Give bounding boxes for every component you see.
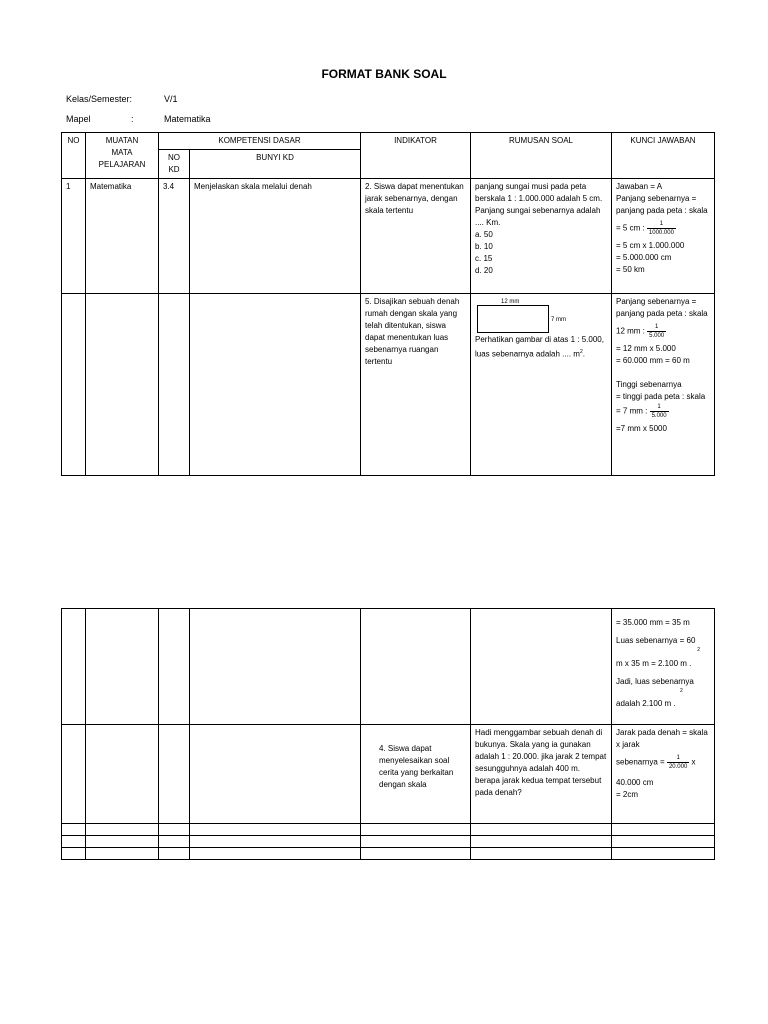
table-row — [62, 836, 715, 848]
page-title: FORMAT BANK SOAL — [321, 67, 447, 81]
row4-kunci: Jarak pada denah = skala x jarak sebenarnya = $\frac{1}{20.000}$ x 40.000 cm = 2cm — [612, 725, 715, 824]
row4-indikator: 4. Siswa dapat menyelesaikan soal cerita yang berkaitan dengan skala — [361, 725, 471, 824]
row1-soal: panjang sungai musi pada peta berskala 1 : 1.000.000 adalah 5 cm. Panjang sungai sebenarnya adalah .... Km. a. 50 b. 10 c. 15 d. 20 — [471, 179, 612, 294]
mapel-value: Matematika — [164, 114, 211, 124]
header-no-kd: NO KD — [159, 150, 190, 179]
row1-indikator: 2. Siswa dapat menentukan jarak sebenarnya, dengan skala tertentu — [361, 179, 471, 294]
table-row — [62, 824, 715, 836]
header-rumusan: RUMUSAN SOAL — [471, 133, 612, 179]
fraction: $\frac{1}{1000.000}$ — [648, 221, 674, 236]
header-kunci: KUNCI JAWABAN — [612, 133, 715, 179]
fraction: $\frac{1}{20.000}$ — [668, 755, 688, 770]
mapel-label: Mapel — [66, 114, 91, 124]
row1-no-kd: 3.4 — [159, 179, 190, 294]
option-a: a. 50 — [475, 230, 493, 239]
option-d: d. 20 — [475, 266, 493, 275]
row4-soal: Hadi menggambar sebuah denah di bukunya. Skala yang ia gunakan adalah 1 : 20.000. jika jarak 2 tempat sesungguhnya adalah 400 m. berapa jarak kedua tempat tersebut pada denah? — [471, 725, 612, 824]
row2-indikator: 5. Disajikan sebuah denah rumah dengan skala yang telah ditentukan, siswa dapat menentukan luas sebenarnya ruangan tertentu — [361, 294, 471, 476]
kelas-value: V/1 — [164, 94, 178, 104]
row2-soal: 12 mm 7 mm Perhatikan gambar di atas 1 : 5.000, luas sebenarnya adalah .... $m^2$. — [471, 294, 612, 476]
table-row — [62, 848, 715, 860]
header-bunyi-kd: BUNYI KD — [190, 150, 361, 179]
header-indikator: INDIKATOR — [361, 133, 471, 179]
header-muatan: MUATAN MATA PELAJARAN — [86, 133, 159, 179]
mapel-colon: : — [131, 114, 134, 124]
table-row — [62, 609, 715, 725]
header-kompetensi: KOMPETENSI DASAR — [159, 133, 361, 150]
fraction: $\frac{1}{5.000}$ — [651, 404, 667, 419]
option-c: c. 15 — [475, 254, 493, 263]
fraction: $\frac{1}{5.000}$ — [649, 324, 665, 339]
row1-kunci: Jawaban = A Panjang sebenarnya = panjang pada peta : skala = 5 cm : $\frac{1}{1000.000}$ = 5 cm x 1.000.000 = 5.000.000 cm = 50 km — [612, 179, 715, 294]
bank-soal-table — [61, 132, 715, 476]
bank-soal-table-continued — [61, 608, 715, 860]
row1-muatan: Matematika — [86, 179, 159, 294]
rectangle-figure — [477, 305, 549, 333]
option-b: b. 10 — [475, 242, 493, 251]
table-row — [62, 294, 715, 476]
kelas-label: Kelas/Semester: — [66, 94, 133, 104]
row3-kunci: = 35.000 mm = 35 m Luas sebenarnya = 60 $^2$ m x 35 m = 2.100 m . Jadi, luas sebenarnya $^2$ adalah 2.100 m . — [612, 609, 715, 725]
row1-bunyi-kd: Menjelaskan skala melalui denah — [190, 179, 361, 294]
header-no: NO — [62, 133, 86, 179]
row2-kunci: Panjang sebenarnya = panjang pada peta : skala 12 mm : $\frac{1}{5.000}$ = 12 mm x 5.000 = 60.000 mm = 60 m Tinggi sebenarnya = tinggi pada peta : skala = 7 mm : $\frac{1}{5.000}$ =7 mm x 5000 — [612, 294, 715, 476]
table-row — [62, 725, 715, 824]
table-row — [62, 179, 715, 294]
row1-no: 1 — [62, 179, 86, 294]
